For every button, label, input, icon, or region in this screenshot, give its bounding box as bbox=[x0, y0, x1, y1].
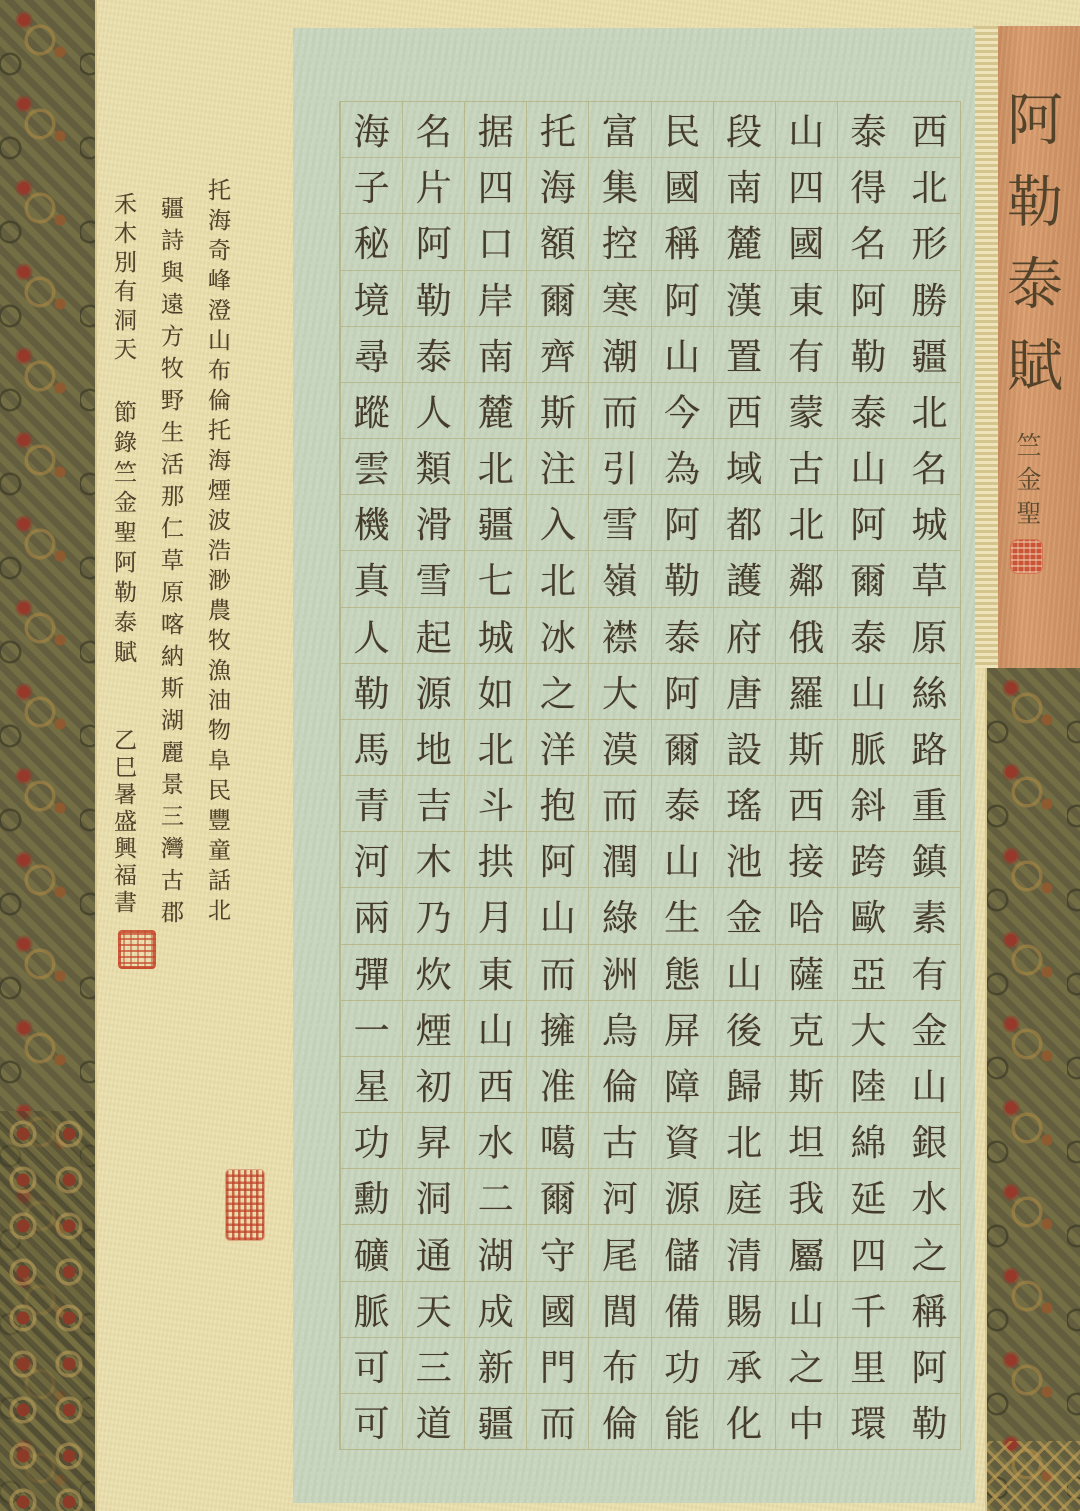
text-column bbox=[464, 102, 526, 1449]
text-cell: 爾 bbox=[652, 720, 713, 776]
text-cell: 屏 bbox=[652, 1001, 713, 1057]
text-cell: 今 bbox=[652, 383, 713, 439]
text-cell: 北 bbox=[899, 383, 960, 439]
text-cell: 障 bbox=[652, 1057, 713, 1113]
text-cell: 賜 bbox=[714, 1282, 775, 1338]
text-cell: 洲 bbox=[589, 945, 650, 1001]
text-cell: 嶺 bbox=[589, 551, 650, 607]
text-cell: 阿 bbox=[838, 495, 899, 551]
text-cell: 清 bbox=[714, 1225, 775, 1281]
text-cell: 泰 bbox=[838, 102, 899, 158]
text-cell: 府 bbox=[714, 608, 775, 664]
text-cell: 域 bbox=[714, 439, 775, 495]
text-cell: 設 bbox=[714, 720, 775, 776]
text-cell: 据 bbox=[465, 102, 526, 158]
text-cell: 北 bbox=[899, 158, 960, 214]
text-cell: 洞 bbox=[403, 1169, 464, 1225]
text-cell: 入 bbox=[527, 495, 588, 551]
text-cell: 稱 bbox=[652, 214, 713, 270]
text-cell: 麓 bbox=[714, 214, 775, 270]
text-cell: 漢 bbox=[714, 271, 775, 327]
text-cell: 國 bbox=[527, 1282, 588, 1338]
text-cell: 星 bbox=[341, 1057, 402, 1113]
text-cell: 斯 bbox=[776, 720, 837, 776]
text-cell: 後 bbox=[714, 1001, 775, 1057]
text-cell: 三 bbox=[403, 1338, 464, 1394]
text-cell: 河 bbox=[589, 1169, 650, 1225]
text-cell: 海 bbox=[341, 102, 402, 158]
text-column bbox=[340, 102, 402, 1449]
text-cell: 國 bbox=[652, 158, 713, 214]
brocade-geometric-pattern bbox=[0, 1111, 95, 1511]
text-cell: 山 bbox=[465, 1001, 526, 1057]
text-cell: 素 bbox=[899, 888, 960, 944]
text-cell: 山 bbox=[899, 1057, 960, 1113]
text-cell: 托 bbox=[527, 102, 588, 158]
text-cell: 而 bbox=[527, 945, 588, 1001]
text-cell: 我 bbox=[776, 1169, 837, 1225]
text-cell: 機 bbox=[341, 495, 402, 551]
text-cell: 尾 bbox=[589, 1225, 650, 1281]
text-cell: 海 bbox=[527, 158, 588, 214]
text-cell: 岸 bbox=[465, 271, 526, 327]
text-cell: 蒙 bbox=[776, 383, 837, 439]
text-cell: 庭 bbox=[714, 1169, 775, 1225]
text-cell: 阿 bbox=[838, 271, 899, 327]
text-cell: 青 bbox=[341, 776, 402, 832]
text-cell: 民 bbox=[652, 102, 713, 158]
text-cell: 富 bbox=[589, 102, 650, 158]
text-cell: 泰 bbox=[403, 327, 464, 383]
text-cell: 化 bbox=[726, 1404, 763, 1446]
text-cell: 抱 bbox=[527, 776, 588, 832]
colophon-line-1: 托海奇峰澄山布倫托海煙波浩渺農牧漁油物阜民豐童話北 bbox=[204, 178, 230, 928]
text-cell: 水 bbox=[899, 1169, 960, 1225]
text-cell: 山 bbox=[652, 832, 713, 888]
text-cell: 注 bbox=[527, 439, 588, 495]
text-cell: 泰 bbox=[652, 776, 713, 832]
brocade-lattice-pattern bbox=[987, 1441, 1080, 1511]
text-cell: 木 bbox=[403, 832, 464, 888]
text-cell: 接 bbox=[776, 832, 837, 888]
text-cell: 西 bbox=[465, 1057, 526, 1113]
text-cell: 寒 bbox=[589, 271, 650, 327]
text-cell: 尋 bbox=[341, 327, 402, 383]
text-column bbox=[651, 102, 713, 1449]
text-cell: 天 bbox=[403, 1282, 464, 1338]
text-cell: 備 bbox=[652, 1282, 713, 1338]
text-cell: 四 bbox=[776, 158, 837, 214]
text-cell: 斯 bbox=[527, 383, 588, 439]
text-cell: 水 bbox=[465, 1113, 526, 1169]
text-cell: 西 bbox=[899, 102, 960, 158]
text-cell: 稱 bbox=[899, 1282, 960, 1338]
colophon-line-3: 禾木別有洞天 bbox=[110, 192, 136, 366]
text-cell: 四 bbox=[838, 1225, 899, 1281]
text-cell: 擁 bbox=[527, 1001, 588, 1057]
text-cell: 綿 bbox=[838, 1113, 899, 1169]
text-cell: 蹤 bbox=[341, 383, 402, 439]
text-cell: 北 bbox=[465, 439, 526, 495]
text-cell: 勒 bbox=[341, 664, 402, 720]
text-cell: 阿 bbox=[652, 495, 713, 551]
text-cell: 羅 bbox=[776, 664, 837, 720]
text-cell: 資 bbox=[652, 1113, 713, 1169]
text-cell: 兩 bbox=[341, 888, 402, 944]
text-cell: 古 bbox=[776, 439, 837, 495]
text-cell: 河 bbox=[341, 832, 402, 888]
text-cell: 昇 bbox=[403, 1113, 464, 1169]
text-cell: 七 bbox=[465, 551, 526, 607]
text-cell: 陸 bbox=[838, 1057, 899, 1113]
text-cell: 大 bbox=[589, 664, 650, 720]
text-cell: 馬 bbox=[341, 720, 402, 776]
text-cell: 斜 bbox=[838, 776, 899, 832]
text-cell: 池 bbox=[714, 832, 775, 888]
text-cell: 額 bbox=[527, 214, 588, 270]
text-cell: 絲 bbox=[899, 664, 960, 720]
text-cell: 薩 bbox=[776, 945, 837, 1001]
text-cell: 重 bbox=[899, 776, 960, 832]
text-cell: 有 bbox=[776, 327, 837, 383]
text-cell: 新 bbox=[465, 1338, 526, 1394]
text-cell: 疆 bbox=[465, 495, 526, 551]
text-cell: 雪 bbox=[589, 495, 650, 551]
text-cell: 口 bbox=[465, 214, 526, 270]
text-cell: 段 bbox=[714, 102, 775, 158]
text-cell: 環 bbox=[850, 1404, 887, 1446]
text-cell: 得 bbox=[838, 158, 899, 214]
text-cell: 國 bbox=[776, 214, 837, 270]
text-cell: 子 bbox=[341, 158, 402, 214]
text-cell: 東 bbox=[776, 271, 837, 327]
text-column bbox=[775, 102, 837, 1449]
text-cell: 雪 bbox=[403, 551, 464, 607]
text-cell: 勒 bbox=[911, 1404, 948, 1446]
text-cell: 護 bbox=[714, 551, 775, 607]
text-cell: 而 bbox=[589, 383, 650, 439]
text-cell: 雲 bbox=[341, 439, 402, 495]
text-cell: 潤 bbox=[589, 832, 650, 888]
text-cell: 源 bbox=[403, 664, 464, 720]
text-cell: 勒 bbox=[403, 271, 464, 327]
text-cell: 歐 bbox=[838, 888, 899, 944]
text-cell: 南 bbox=[465, 327, 526, 383]
text-cell: 鎮 bbox=[899, 832, 960, 888]
text-cell: 阿 bbox=[403, 214, 464, 270]
colophon-signature: 乙巳暑盛興福書 bbox=[110, 728, 136, 917]
text-cell: 初 bbox=[403, 1057, 464, 1113]
text-cell: 一 bbox=[341, 1001, 402, 1057]
text-cell: 起 bbox=[403, 608, 464, 664]
text-cell: 斯 bbox=[776, 1057, 837, 1113]
text-cell: 之 bbox=[899, 1225, 960, 1281]
text-cell: 跨 bbox=[838, 832, 899, 888]
text-cell: 阿 bbox=[527, 832, 588, 888]
text-cell: 山 bbox=[714, 945, 775, 1001]
text-cell: 綠 bbox=[589, 888, 650, 944]
text-cell: 千 bbox=[838, 1282, 899, 1338]
text-cell: 烏 bbox=[589, 1001, 650, 1057]
text-cell: 勒 bbox=[652, 551, 713, 607]
text-cell: 勝 bbox=[899, 271, 960, 327]
text-cell: 炊 bbox=[403, 945, 464, 1001]
text-cell: 泰 bbox=[838, 383, 899, 439]
text-cell: 阿 bbox=[652, 271, 713, 327]
right-brocade-border bbox=[985, 668, 1080, 1511]
text-cell: 歸 bbox=[714, 1057, 775, 1113]
text-cell: 勳 bbox=[341, 1169, 402, 1225]
text-cell: 金 bbox=[714, 888, 775, 944]
text-cell: 屬 bbox=[776, 1225, 837, 1281]
text-cell: 疆 bbox=[477, 1404, 514, 1446]
text-cell: 拱 bbox=[465, 832, 526, 888]
text-cell: 礦 bbox=[341, 1225, 402, 1281]
text-cell: 四 bbox=[465, 158, 526, 214]
text-cell: 北 bbox=[465, 720, 526, 776]
text-cell: 漠 bbox=[589, 720, 650, 776]
text-cell: 城 bbox=[899, 495, 960, 551]
text-cell: 里 bbox=[838, 1338, 899, 1394]
text-cell: 金 bbox=[899, 1001, 960, 1057]
text-cell: 勒 bbox=[838, 327, 899, 383]
text-cell: 哈 bbox=[776, 888, 837, 944]
text-cell: 城 bbox=[465, 608, 526, 664]
text-cell: 人 bbox=[403, 383, 464, 439]
text-cell: 唐 bbox=[714, 664, 775, 720]
text-cell: 而 bbox=[539, 1404, 576, 1446]
text-cell: 都 bbox=[714, 495, 775, 551]
text-cell: 瑤 bbox=[714, 776, 775, 832]
text-cell: 銀 bbox=[899, 1113, 960, 1169]
text-cell: 成 bbox=[465, 1282, 526, 1338]
text-cell: 煙 bbox=[403, 1001, 464, 1057]
text-cell: 承 bbox=[714, 1338, 775, 1394]
text-cell: 斗 bbox=[465, 776, 526, 832]
text-cell: 功 bbox=[652, 1338, 713, 1394]
text-cell: 置 bbox=[714, 327, 775, 383]
text-cell: 秘 bbox=[341, 214, 402, 270]
text-cell: 如 bbox=[465, 664, 526, 720]
text-cell: 道 bbox=[415, 1404, 452, 1446]
text-cell: 引 bbox=[589, 439, 650, 495]
text-cell: 二 bbox=[465, 1169, 526, 1225]
signature-seal bbox=[118, 930, 156, 969]
text-grid bbox=[339, 101, 961, 1450]
text-cell: 洋 bbox=[527, 720, 588, 776]
title-artist-seal bbox=[1011, 540, 1042, 573]
text-cell: 阿 bbox=[652, 664, 713, 720]
text-cell: 形 bbox=[899, 214, 960, 270]
text-cell: 控 bbox=[589, 214, 650, 270]
colophon-attribution: 節錄竺金聖阿勒泰賦 bbox=[110, 400, 136, 670]
text-cell: 路 bbox=[899, 720, 960, 776]
text-cell: 脈 bbox=[341, 1282, 402, 1338]
text-cell: 為 bbox=[652, 439, 713, 495]
text-cell: 通 bbox=[403, 1225, 464, 1281]
text-cell: 山 bbox=[652, 327, 713, 383]
text-cell: 之 bbox=[527, 664, 588, 720]
text-column bbox=[526, 102, 588, 1449]
text-cell: 可 bbox=[353, 1404, 390, 1446]
text-cell: 草 bbox=[899, 551, 960, 607]
text-cell: 地 bbox=[403, 720, 464, 776]
text-cell: 月 bbox=[465, 888, 526, 944]
text-cell: 布 bbox=[589, 1338, 650, 1394]
text-cell: 態 bbox=[652, 945, 713, 1001]
text-cell: 山 bbox=[838, 439, 899, 495]
text-cell: 山 bbox=[527, 888, 588, 944]
text-cell: 亞 bbox=[838, 945, 899, 1001]
text-cell: 齊 bbox=[527, 327, 588, 383]
text-cell: 大 bbox=[838, 1001, 899, 1057]
leisure-seal bbox=[226, 1170, 264, 1240]
text-cell: 門 bbox=[527, 1338, 588, 1394]
text-cell: 生 bbox=[652, 888, 713, 944]
text-cell: 俄 bbox=[776, 608, 837, 664]
text-cell: 東 bbox=[465, 945, 526, 1001]
text-column bbox=[837, 102, 899, 1449]
text-cell: 麓 bbox=[465, 383, 526, 439]
text-cell: 倫 bbox=[601, 1404, 638, 1446]
text-cell: 爾 bbox=[527, 1169, 588, 1225]
colophon-line-2: 疆詩與遠方牧野生活那仁草原喀納斯湖麗景三灣古郡 bbox=[157, 196, 183, 932]
text-cell: 襟 bbox=[589, 608, 650, 664]
text-cell: 噶 bbox=[527, 1113, 588, 1169]
text-cell: 鄰 bbox=[776, 551, 837, 607]
text-column bbox=[402, 102, 464, 1449]
text-column bbox=[713, 102, 775, 1449]
text-cell: 山 bbox=[776, 1282, 837, 1338]
text-cell: 片 bbox=[403, 158, 464, 214]
text-cell: 西 bbox=[776, 776, 837, 832]
text-cell: 山 bbox=[776, 102, 837, 158]
text-cell: 人 bbox=[341, 608, 402, 664]
text-cell: 南 bbox=[714, 158, 775, 214]
text-cell: 源 bbox=[652, 1169, 713, 1225]
text-cell: 爾 bbox=[838, 551, 899, 607]
text-cell: 北 bbox=[714, 1113, 775, 1169]
text-cell: 有 bbox=[899, 945, 960, 1001]
text-cell: 功 bbox=[341, 1113, 402, 1169]
title-author: 竺金聖 bbox=[1013, 432, 1042, 534]
text-cell: 坦 bbox=[776, 1113, 837, 1169]
text-cell: 中 bbox=[788, 1404, 825, 1446]
text-cell: 吉 bbox=[403, 776, 464, 832]
text-cell: 湖 bbox=[465, 1225, 526, 1281]
scroll-title: 阿勒泰賦 bbox=[998, 90, 1063, 418]
text-cell: 名 bbox=[838, 214, 899, 270]
manuscript-panel bbox=[293, 28, 975, 1503]
text-cell: 真 bbox=[341, 551, 402, 607]
text-cell: 之 bbox=[776, 1338, 837, 1394]
text-cell: 北 bbox=[776, 495, 837, 551]
text-cell: 潮 bbox=[589, 327, 650, 383]
text-cell: 而 bbox=[589, 776, 650, 832]
text-cell: 滑 bbox=[403, 495, 464, 551]
text-cell: 爾 bbox=[527, 271, 588, 327]
text-cell: 北 bbox=[527, 551, 588, 607]
text-cell: 類 bbox=[403, 439, 464, 495]
text-cell: 阿 bbox=[899, 1338, 960, 1394]
text-cell: 能 bbox=[664, 1404, 701, 1446]
text-cell: 泰 bbox=[838, 608, 899, 664]
text-cell: 疆 bbox=[899, 327, 960, 383]
text-cell: 集 bbox=[589, 158, 650, 214]
text-cell: 境 bbox=[341, 271, 402, 327]
text-cell: 閭 bbox=[589, 1282, 650, 1338]
text-cell: 彈 bbox=[341, 945, 402, 1001]
text-cell: 原 bbox=[899, 608, 960, 664]
text-cell: 克 bbox=[776, 1001, 837, 1057]
text-cell: 西 bbox=[714, 383, 775, 439]
text-cell: 泰 bbox=[652, 608, 713, 664]
text-cell: 延 bbox=[838, 1169, 899, 1225]
text-cell: 冰 bbox=[527, 608, 588, 664]
text-cell: 准 bbox=[527, 1057, 588, 1113]
text-cell: 脈 bbox=[838, 720, 899, 776]
text-cell: 倫 bbox=[589, 1057, 650, 1113]
text-cell: 守 bbox=[527, 1225, 588, 1281]
text-cell: 古 bbox=[589, 1113, 650, 1169]
text-column bbox=[588, 102, 650, 1449]
text-cell: 儲 bbox=[652, 1225, 713, 1281]
text-column bbox=[899, 102, 960, 1449]
text-cell: 名 bbox=[403, 102, 464, 158]
text-cell: 名 bbox=[899, 439, 960, 495]
text-cell: 可 bbox=[341, 1338, 402, 1394]
text-cell: 乃 bbox=[403, 888, 464, 944]
left-brocade-border bbox=[0, 0, 97, 1511]
text-cell: 山 bbox=[838, 664, 899, 720]
